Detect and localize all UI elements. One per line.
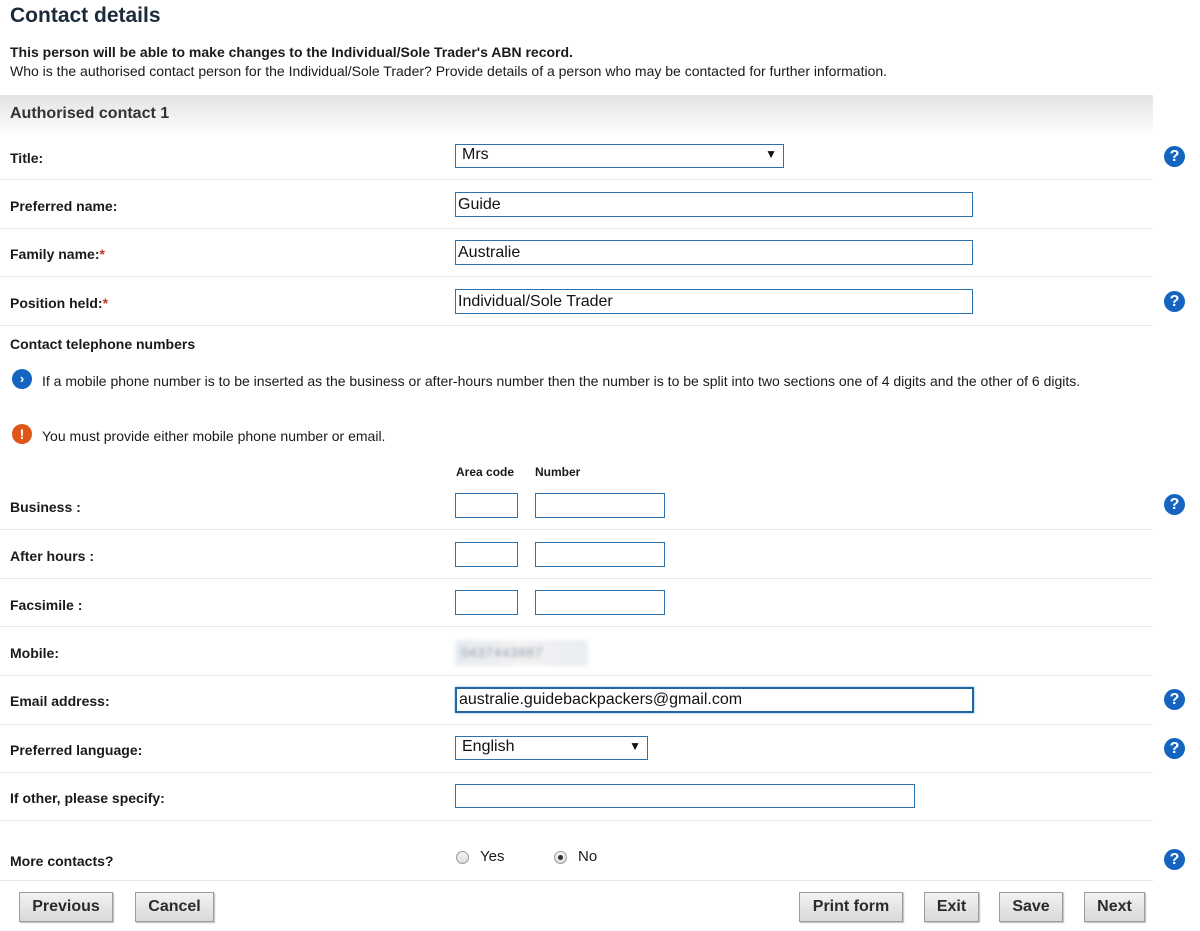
row-divider xyxy=(0,880,1153,881)
row-divider xyxy=(0,820,1153,821)
position-held-label xyxy=(10,295,108,311)
intro-notice: This person will be able to make changes to the Individual/Sole Trader's ABN record. xyxy=(10,44,573,60)
help-icon[interactable]: ? xyxy=(1164,291,1185,312)
dropdown-arrow-icon: ▼ xyxy=(629,739,641,753)
help-icon[interactable]: ? xyxy=(1164,689,1185,710)
title-select[interactable] xyxy=(455,144,784,168)
section-header xyxy=(0,95,1153,137)
warning-icon: ! xyxy=(12,424,32,444)
business-number-input[interactable] xyxy=(535,493,665,518)
family-name-label-text: Family name: xyxy=(10,246,100,262)
help-icon[interactable]: ? xyxy=(1164,146,1185,167)
title-select-value: Mrs xyxy=(462,146,489,163)
row-divider xyxy=(0,228,1153,229)
position-held-label-text: Position held: xyxy=(10,295,103,311)
after-hours-label: After hours : xyxy=(10,548,94,564)
language-select-value: English xyxy=(462,738,515,755)
help-icon[interactable]: ? xyxy=(1164,494,1185,515)
help-icon[interactable]: ? xyxy=(1164,738,1185,759)
dropdown-arrow-icon: ▼ xyxy=(765,147,777,161)
save-button[interactable]: Save xyxy=(999,892,1063,922)
preferred-name-label: Preferred name: xyxy=(10,198,118,214)
after-hours-area-code-input[interactable] xyxy=(455,542,518,567)
intro-description: Who is the authorised contact person for the Individual/Sole Trader? Provide details of a person who may be contacted for further information. xyxy=(10,63,888,79)
cancel-button[interactable]: Cancel xyxy=(135,892,214,922)
preferred-language-select[interactable] xyxy=(455,736,648,760)
exit-button[interactable]: Exit xyxy=(924,892,979,922)
next-button[interactable]: Next xyxy=(1084,892,1145,922)
mobile-label: Mobile: xyxy=(10,645,59,661)
number-header: Number xyxy=(535,465,581,479)
more-contacts-yes-label[interactable]: Yes xyxy=(480,848,505,865)
facsimile-label: Facsimile : xyxy=(10,597,83,613)
info-chevron-icon: › xyxy=(12,369,32,389)
row-divider xyxy=(0,179,1153,180)
other-language-input[interactable] xyxy=(455,784,915,808)
row-divider xyxy=(0,724,1153,725)
help-icon[interactable]: ? xyxy=(1164,849,1185,870)
info-message: If a mobile phone number is to be inserted as the business or after-hours number then the number is to be split into two sections one of 4 digits and the other of 6 digits. xyxy=(42,373,1081,389)
title-label: Title: xyxy=(10,150,44,166)
row-divider xyxy=(0,626,1153,627)
more-contacts-no-radio[interactable] xyxy=(554,851,567,864)
phones-heading: Contact telephone numbers xyxy=(10,336,196,352)
print-form-button[interactable]: Print form xyxy=(799,892,903,922)
position-held-input[interactable] xyxy=(455,289,973,314)
business-label: Business : xyxy=(10,499,81,515)
mobile-value-blurred: 0437443887 xyxy=(461,645,544,660)
email-input[interactable] xyxy=(455,687,974,713)
row-divider xyxy=(0,529,1153,530)
family-name-input[interactable] xyxy=(455,240,973,265)
preferred-name-input[interactable] xyxy=(455,192,973,217)
more-contacts-label: More contacts? xyxy=(10,853,114,869)
other-language-label: If other, please specify: xyxy=(10,790,165,806)
email-label: Email address: xyxy=(10,693,110,709)
row-divider xyxy=(0,578,1153,579)
more-contacts-yes-radio[interactable] xyxy=(456,851,469,864)
row-divider xyxy=(0,325,1153,326)
preferred-language-label: Preferred language: xyxy=(10,742,143,758)
mobile-input[interactable] xyxy=(455,640,588,666)
row-divider xyxy=(0,772,1153,773)
row-divider xyxy=(0,276,1153,277)
family-name-label xyxy=(10,246,105,262)
required-mark: * xyxy=(99,246,105,262)
row-divider xyxy=(0,675,1153,676)
business-area-code-input[interactable] xyxy=(455,493,518,518)
section-title: Authorised contact 1 xyxy=(10,105,170,122)
warning-message: You must provide either mobile phone number or email. xyxy=(42,428,386,444)
more-contacts-no-label[interactable]: No xyxy=(578,848,598,865)
facsimile-area-code-input[interactable] xyxy=(455,590,518,615)
area-code-header: Area code xyxy=(456,465,515,479)
facsimile-number-input[interactable] xyxy=(535,590,665,615)
required-mark: * xyxy=(102,295,109,311)
page-title: Contact details xyxy=(10,4,161,27)
previous-button[interactable]: Previous xyxy=(19,892,113,922)
after-hours-number-input[interactable] xyxy=(535,542,665,567)
